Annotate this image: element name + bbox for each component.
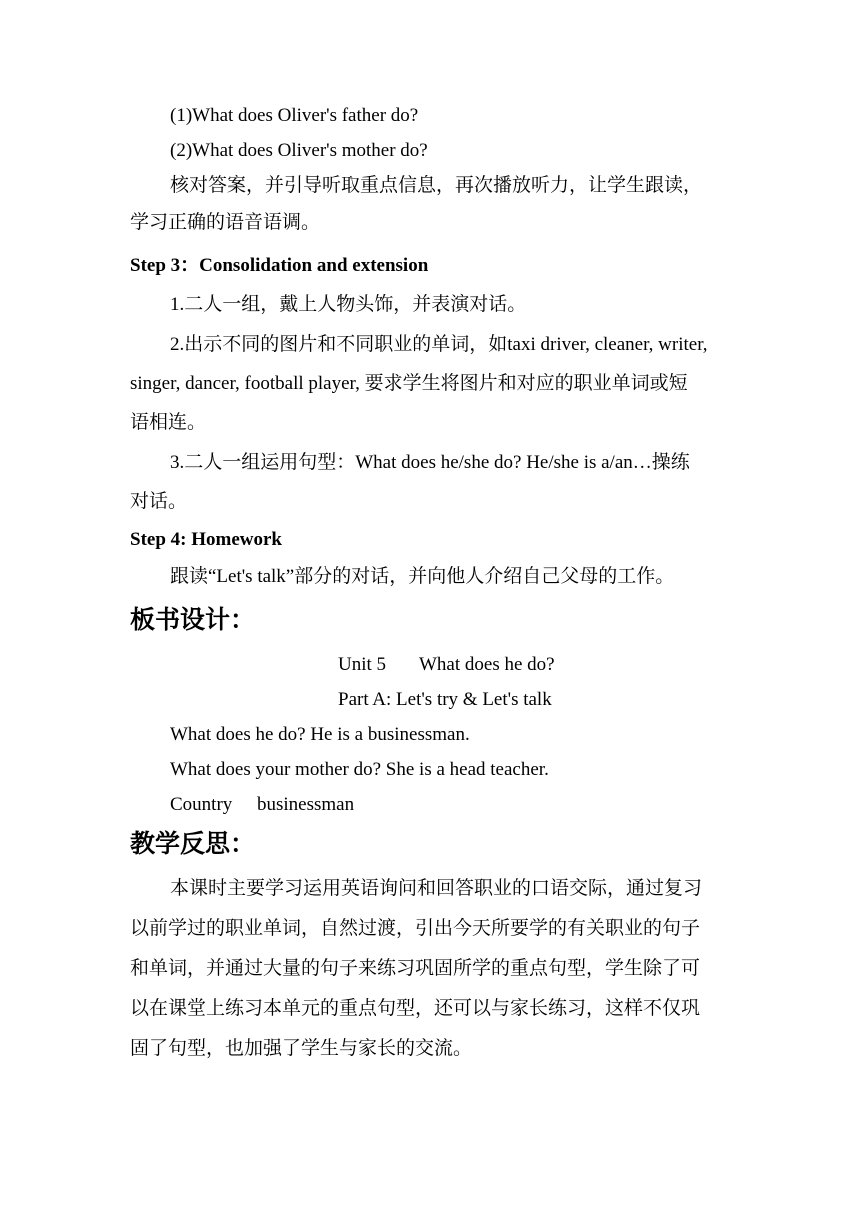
step3-heading: Step 3：Consolidation and extension [130, 255, 429, 276]
step3-item-2-line-1: 2.出示不同的图片和不同职业的单词，如taxi driver, cleaner, writer, [170, 334, 708, 355]
reflection-heading: 教学反思： [130, 829, 256, 858]
reflection-line-1: 本课时主要学习运用英语询问和回答职业的口语交际，通过复习 [170, 878, 703, 899]
step3-item-1: 1.二人一组，戴上人物头饰，并表演对话。 [170, 294, 527, 315]
board-sentence-2: What does your mother do? She is a head teacher. [170, 759, 549, 780]
board-sentence-1: What does he do? He is a businessman. [170, 724, 470, 745]
question-mother: (2)What does Oliver's mother do? [170, 140, 428, 161]
board-unit: Unit 5 [338, 654, 387, 675]
check-answers-line-2: 学习正确的语音语调。 [130, 212, 321, 233]
board-word-country: Country [170, 794, 233, 815]
reflection-line-4: 以在课堂上练习本单元的重点句型，还可以与家长练习，这样不仅巩 [130, 998, 701, 1019]
step3-item-3-line-1: 3.二人一组运用句型：What does he/she do? He/she is a/an…操练 [170, 452, 690, 473]
board-part: Part A: Let's try & Let's talk [338, 689, 552, 710]
question-father: (1)What does Oliver's father do? [170, 105, 419, 126]
check-answers-line-1: 核对答案，并引导听取重点信息，再次播放听力，让学生跟读， [170, 175, 703, 196]
reflection-line-2: 以前学过的职业单词，自然过渡，引出今天所要学的有关职业的句子 [130, 918, 701, 939]
reflection-line-5: 固了句型，也加强了学生与家长的交流。 [130, 1038, 473, 1059]
step3-item-2-line-3: 语相连。 [130, 412, 207, 433]
reflection-line-3: 和单词，并通过大量的句子来练习巩固所学的重点句型，学生除了可 [130, 958, 701, 979]
board-design-heading: 板书设计： [130, 605, 256, 634]
step3-item-3-line-2: 对话。 [130, 491, 188, 512]
step4-heading: Step 4: Homework [130, 529, 282, 550]
board-unit-title: What does he do? [419, 654, 555, 675]
step4-homework-text: 跟读“Let's talk”部分的对话，并向他人介绍自己父母的工作。 [170, 566, 675, 587]
board-word-businessman: businessman [257, 794, 355, 815]
step3-item-2-line-2: singer, dancer, football player, 要求学生将图片和对应的职业单词或短 [130, 373, 688, 394]
